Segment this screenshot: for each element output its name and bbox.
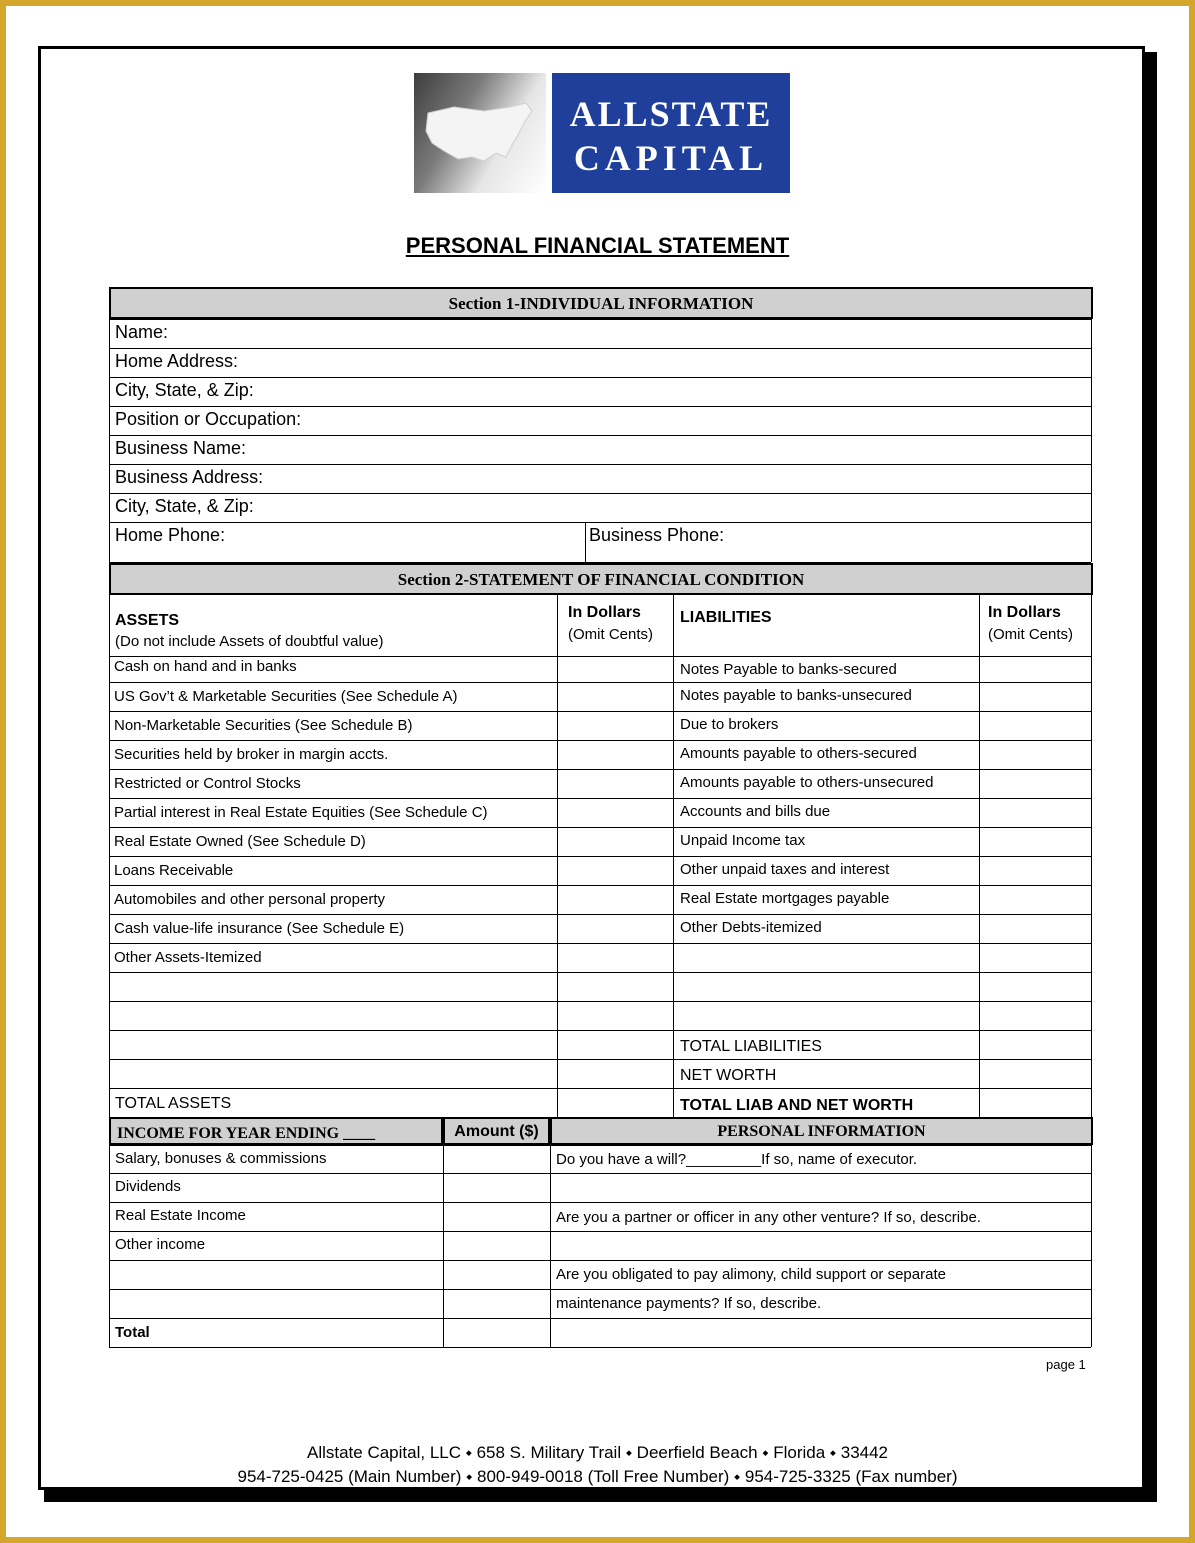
field-label: City, State, & Zip: — [115, 496, 254, 516]
asset-amount-input[interactable] — [558, 1089, 672, 1116]
income-row-label: Salary, bonuses & commissions — [115, 1150, 327, 1167]
asset-row-label: Securities held by broker in margin accts. — [114, 746, 389, 763]
liabilities-omit-cents-label: (Omit Cents) — [988, 626, 1074, 643]
income-total-label: Total — [115, 1324, 150, 1341]
income-row-label: Dividends — [115, 1178, 181, 1195]
liability-row-label: Unpaid Income tax — [680, 832, 806, 849]
asset-amount-input[interactable] — [558, 915, 672, 942]
liability-amount-input[interactable] — [980, 857, 1090, 884]
logo-line-2: CAPITAL — [573, 138, 769, 178]
liability-row-label: Real Estate mortgages payable — [680, 890, 890, 907]
field-label: Position or Occupation: — [115, 409, 302, 429]
allstate-capital-logo — [414, 73, 790, 193]
asset-amount-input[interactable] — [558, 973, 672, 1000]
personal-info-input[interactable] — [551, 1319, 1090, 1346]
liability-amount-input[interactable] — [980, 973, 1090, 1000]
asset-amount-input[interactable] — [558, 770, 672, 797]
personal-information-header: PERSONAL INFORMATION — [550, 1117, 1093, 1145]
field-label: Business Name: — [115, 438, 247, 458]
liability-amount-input[interactable] — [980, 683, 1090, 710]
field-label: Name: — [115, 322, 169, 342]
asset-row-label: US Gov’t & Marketable Securities (See Schedule A) — [114, 688, 458, 705]
income-header: INCOME FOR YEAR ENDING ____ — [109, 1117, 443, 1145]
total-liabilities-label: TOTAL LIABILITIES — [680, 1038, 822, 1055]
income-row-label: Real Estate Income — [115, 1207, 246, 1224]
asset-amount-input[interactable] — [558, 1002, 672, 1029]
income-row-label: Other income — [115, 1236, 206, 1253]
footer-phones: 954-725-0425 (Main Number) ⬩ 800-949-0018 (Toll Free Number) ⬩ 954-725-3325 (Fax number) — [237, 1467, 958, 1486]
liability-row-label: Amounts payable to others-unsecured — [680, 774, 934, 791]
liability-amount-input[interactable] — [980, 828, 1090, 855]
section-3-row-line — [109, 1347, 1091, 1348]
asset-row-label: Automobiles and other personal property — [114, 891, 385, 908]
liability-row-label: Other unpaid taxes and interest — [680, 861, 890, 878]
total-assets-label: TOTAL ASSETS — [115, 1095, 232, 1112]
liability-amount-input[interactable] — [980, 915, 1090, 942]
home-phone-input[interactable] — [110, 523, 584, 561]
liability-row-label: Notes payable to banks-unsecured — [680, 687, 912, 704]
income-amount-input[interactable] — [444, 1174, 549, 1201]
liability-amount-input[interactable] — [980, 886, 1090, 913]
liability-amount-input[interactable] — [980, 657, 1090, 681]
asset-amount-input[interactable] — [558, 944, 672, 971]
form-input-field[interactable] — [110, 320, 1090, 347]
liability-amount-input[interactable] — [980, 1031, 1090, 1058]
asset-row-label: Non-Marketable Securities (See Schedule B) — [114, 717, 413, 734]
income-amount-input[interactable] — [444, 1146, 549, 1172]
liability-row-label: Due to brokers — [680, 716, 779, 733]
logo-line-1: ALLSTATE — [569, 94, 773, 134]
form-input-field[interactable] — [110, 378, 1090, 405]
liability-amount-input[interactable] — [980, 741, 1090, 768]
usa-map-icon — [414, 73, 546, 193]
personal-info-input[interactable] — [551, 1232, 1090, 1259]
net-worth-label: NET WORTH — [680, 1067, 777, 1084]
personal-info-input[interactable] — [551, 1174, 1090, 1201]
liability-amount-input[interactable] — [980, 1002, 1090, 1029]
income-amount-input[interactable] — [444, 1319, 549, 1346]
assets-omit-cents-label: (Omit Cents) — [568, 626, 654, 643]
asset-row-label: Cash on hand and in banks — [114, 658, 297, 675]
liability-row-label: Other Debts-itemized — [680, 919, 822, 936]
will-question: Do you have a will?_________If so, name of executor. — [556, 1151, 918, 1168]
section-3-column-line — [1091, 1145, 1092, 1347]
form-input-field[interactable] — [110, 407, 1090, 434]
asset-amount-input[interactable] — [558, 857, 672, 884]
section-1-header: Section 1-INDIVIDUAL INFORMATION — [109, 287, 1093, 319]
liability-row-label: Amounts payable to others-secured — [680, 745, 917, 762]
section-2-header: Section 2-STATEMENT OF FINANCIAL CONDITION — [109, 563, 1093, 595]
asset-amount-input[interactable] — [558, 799, 672, 826]
liabilities-title: LIABILITIES — [680, 609, 772, 626]
asset-amount-input[interactable] — [558, 657, 672, 681]
asset-amount-input[interactable] — [558, 1060, 672, 1087]
income-amount-input[interactable] — [444, 1203, 549, 1230]
asset-row-label: Cash value-life insurance (See Schedule E) — [114, 920, 405, 937]
liability-amount-input[interactable] — [980, 1089, 1090, 1116]
assets-in-dollars-label: In Dollars — [568, 604, 641, 621]
logo-wordmark — [552, 73, 790, 193]
liability-row-label: Accounts and bills due — [680, 803, 831, 820]
page-title: PERSONAL FINANCIAL STATEMENT — [405, 233, 790, 258]
liability-amount-input[interactable] — [980, 799, 1090, 826]
partner-question: Are you a partner or officer in any other venture? If so, describe. — [556, 1209, 981, 1226]
liability-amount-input[interactable] — [980, 944, 1090, 971]
asset-amount-input[interactable] — [558, 741, 672, 768]
asset-row-label: Real Estate Owned (See Schedule D) — [114, 833, 366, 850]
field-label: City, State, & Zip: — [115, 380, 254, 400]
income-amount-input[interactable] — [444, 1290, 549, 1317]
alimony-question-line-1: Are you obligated to pay alimony, child support or separate — [556, 1266, 946, 1283]
alimony-question-line-2: maintenance payments? If so, describe. — [556, 1295, 822, 1312]
form-input-field[interactable] — [110, 349, 1090, 376]
asset-amount-input[interactable] — [558, 683, 672, 710]
business-phone-input[interactable] — [587, 523, 1090, 561]
page-number: page 1 — [1046, 1357, 1086, 1372]
asset-amount-input[interactable] — [558, 712, 672, 739]
form-input-field[interactable] — [110, 465, 1090, 492]
liabilities-in-dollars-label: In Dollars — [988, 604, 1061, 621]
footer-address: Allstate Capital, LLC ⬩ 658 S. Military Trail ⬩ Deerfield Beach ⬩ Florida ⬩ 33442 — [306, 1443, 889, 1462]
asset-row-label: Other Assets-Itemized — [114, 949, 262, 966]
amount-header: Amount ($) — [443, 1117, 550, 1145]
form-input-field[interactable] — [110, 494, 1090, 521]
liability-row-label: Notes Payable to banks-secured — [680, 661, 897, 678]
section-1-right-border — [1091, 319, 1092, 562]
section-3-column-line — [109, 1145, 110, 1347]
assets-note: (Do not include Assets of doubtful value) — [115, 633, 384, 650]
asset-amount-input[interactable] — [558, 1031, 672, 1058]
asset-amount-input[interactable] — [558, 886, 672, 913]
field-label: Home Address: — [115, 351, 239, 371]
asset-amount-input[interactable] — [558, 828, 672, 855]
asset-row-label: Loans Receivable — [114, 862, 234, 879]
form-input-field[interactable] — [110, 436, 1090, 463]
liability-amount-input[interactable] — [980, 712, 1090, 739]
field-label: Business Address: — [115, 467, 264, 487]
asset-row-label: Restricted or Control Stocks — [114, 775, 301, 792]
asset-row-label: Partial interest in Real Estate Equities (See Schedule C) — [114, 804, 488, 821]
business-phone-label: Business Phone: — [589, 525, 725, 545]
income-amount-input[interactable] — [444, 1261, 549, 1288]
liability-amount-input[interactable] — [980, 1060, 1090, 1087]
assets-title: ASSETS — [115, 612, 180, 629]
home-phone-label: Home Phone: — [115, 525, 226, 545]
income-amount-input[interactable] — [444, 1232, 549, 1259]
liability-amount-input[interactable] — [980, 770, 1090, 797]
phone-divider — [585, 522, 586, 562]
section-2-column-line — [1091, 595, 1092, 1117]
total-liab-net-worth-label: TOTAL LIAB AND NET WORTH — [680, 1097, 914, 1114]
